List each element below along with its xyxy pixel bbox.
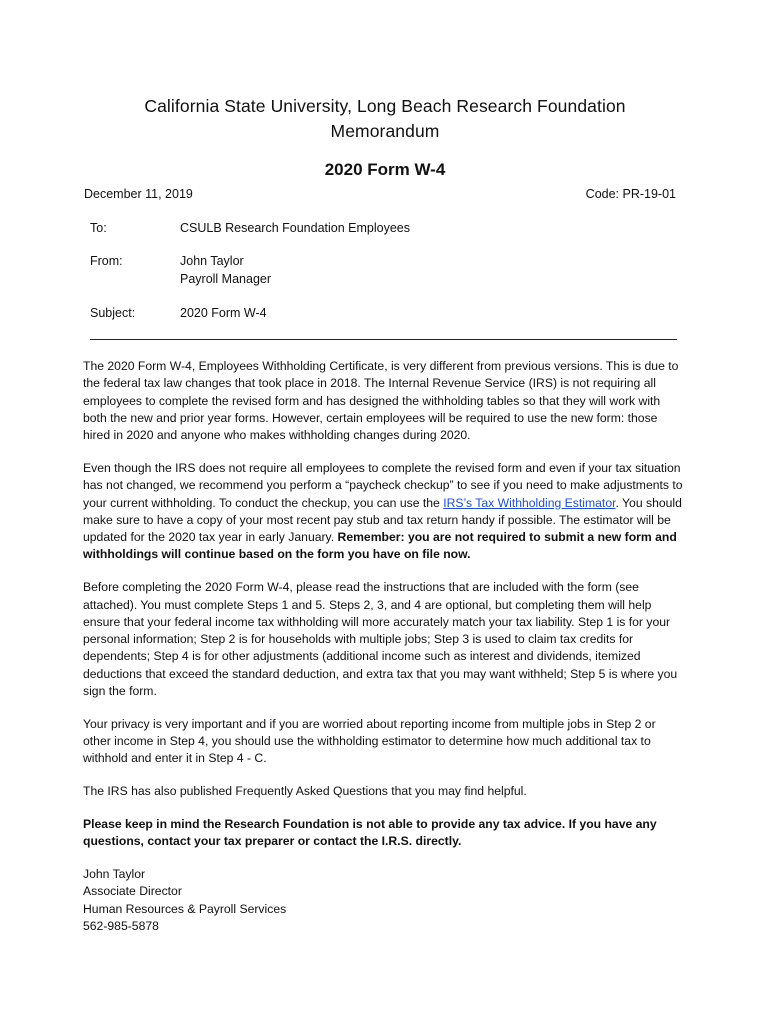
to-row [90, 220, 410, 238]
signature-phone: 562-985-5878 [83, 919, 159, 934]
memo-date: December 11, 2019 [84, 187, 193, 201]
paragraph-instructions: Before completing the 2020 Form W-4, please read the instructions that are included with the form (see attached). You must complete Steps 1 and 5. Steps 2, 3, and 4 are optional, but completing them will help ensure that your federal income tax withholding will more accurately match your tax liability. Step 1 is for your personal information; Step 2 is for households with multiple jobs; Step 3 is used to claim tax credits for dependents; Step 4 is for other adjustments (additional income such as interest and dividends, itemized deductions that exceed the standard deduction, and extra tax that you may want withheld; Step 5 is where you sign the form. [83, 580, 678, 699]
paragraph-privacy: Your privacy is very important and if you are worried about reporting income from multiple jobs in Step 2 or other income in Step 4, you should use the withholding estimator to determine how much additional tax to withhold and enter it in Step 4 - C. [83, 716, 656, 766]
signature-title: Associate Director [83, 884, 182, 899]
memo-title: 2020 Form W-4 [324, 160, 446, 179]
signature-department: Human Resources & Payroll Services [83, 901, 287, 916]
from-row [90, 253, 271, 288]
paragraph-checkup: Even though the IRS does not require all employees to complete the revised form and even if your tax situation has not changed, we recommend you perform a “paycheck checkup” to see if you need to make adjustments to your current withholding. To conduct the checkup, you can use the IRS’s Tax Withholding Estimator. You should make sure to have a copy of your most recent pay stub and tax return handy if possible. The estimator will be updated for the 2020 tax year in early January. Remember: you are not required to submit a new form and withholdings will continue based on the form you have on file now. [83, 460, 683, 562]
signature-block [83, 866, 683, 935]
remember-note: Remember: you are not required to submit a new form and withholdings will continue based on the form you have on file now. [83, 530, 677, 562]
from-label: From: [90, 254, 123, 268]
irs-estimator-link[interactable]: IRS’s Tax Withholding Estimator [443, 495, 616, 510]
subject-row [90, 305, 267, 323]
to-label: To: [90, 221, 107, 235]
organization-name: California State University, Long Beach Research Foundation [144, 96, 626, 116]
header-divider [90, 339, 677, 340]
from-title: Payroll Manager [180, 271, 272, 286]
signature-name: John Taylor [83, 867, 146, 882]
memo-header [60, 94, 710, 144]
subject-value: 2020 Form W-4 [180, 306, 267, 320]
memo-label: Memorandum [330, 121, 440, 141]
paragraph-disclaimer: Please keep in mind the Research Foundation is not able to provide any tax advice. If you have any questions, contact your tax preparer or contact the I.R.S. directly. [83, 817, 657, 849]
to-value: CSULB Research Foundation Employees [180, 221, 410, 235]
memo-code: Code: PR-19-01 [585, 187, 676, 201]
subject-label: Subject: [90, 306, 136, 320]
paragraph-faq: The IRS has also published Frequently Asked Questions that you may find helpful. [83, 784, 527, 799]
memo-body [83, 358, 683, 935]
from-name: John Taylor [180, 254, 244, 268]
paragraph-intro: The 2020 Form W-4, Employees Withholding Certificate, is very different from previous versions. This is due to the federal tax law changes that took place in 2018. The Internal Revenue Service (IRS) is not requiring all employees to complete the revised form and has designed the withholding tables so that they will work with both the new and prior year forms. However, certain employees will be required to use the new form: those hired in 2020 and anyone who makes withholding changes during 2020. [83, 359, 679, 443]
